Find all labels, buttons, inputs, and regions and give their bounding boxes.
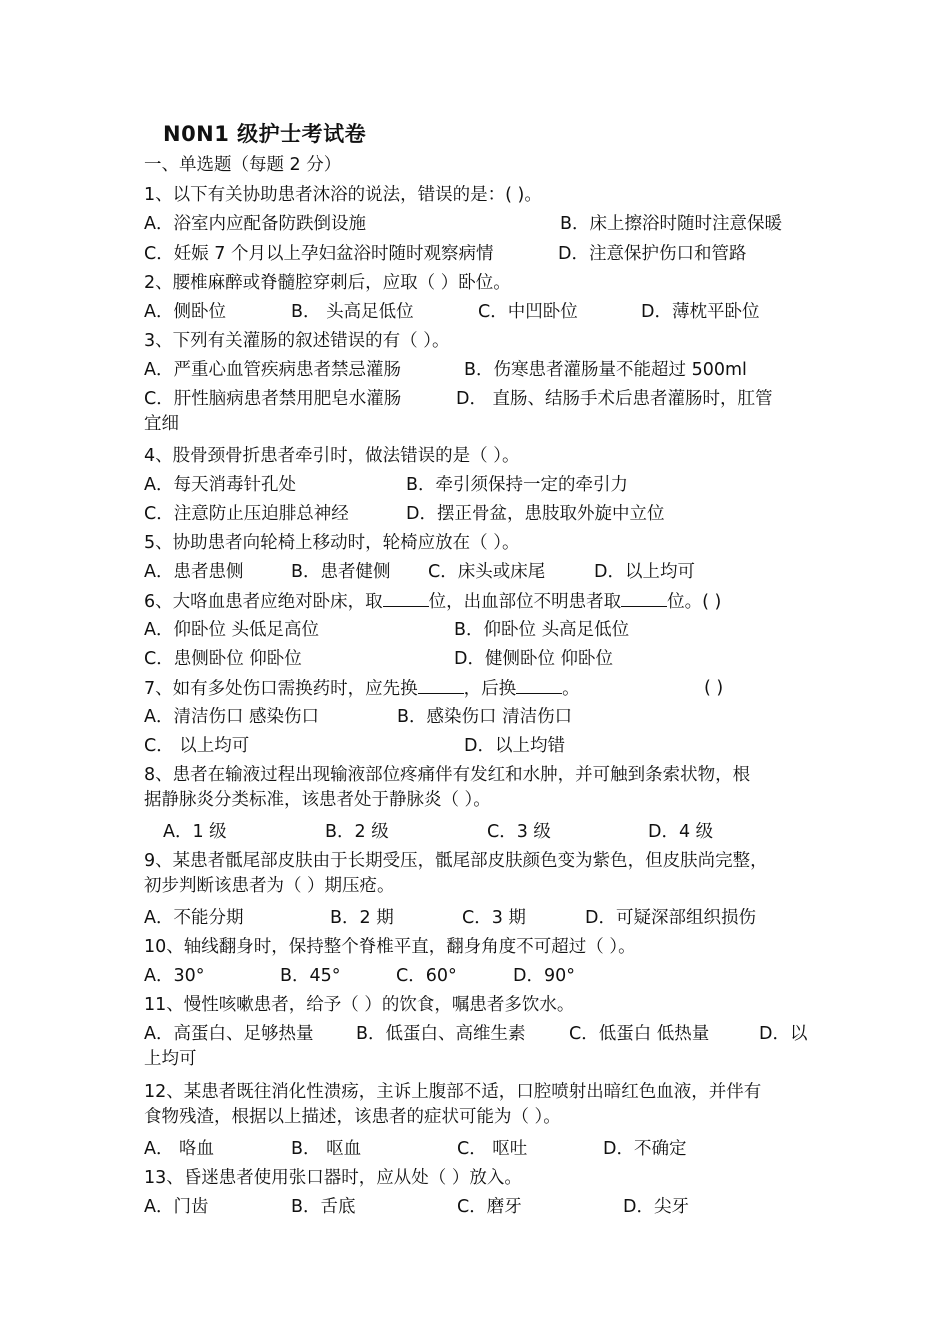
q2-options [144,300,824,324]
q12-option-c: C． 呕吐 [457,1139,528,1159]
q6-option-d: D．健侧卧位 仰卧位 [454,649,614,669]
q7-stem [144,676,824,700]
q5-stem: 5、协助患者向轮椅上移动时，轮椅应放在（ ）。 [144,533,520,553]
q10-options [144,964,824,988]
q3-stem: 3、下列有关灌肠的叙述错误的有（ ）。 [144,331,450,351]
q12-option-d: D．不确定 [603,1139,687,1159]
q4-options-row2 [144,502,824,526]
q11-option-d: D．以 [759,1024,808,1044]
q1-options-row2 [144,242,824,266]
q9-stem-line2: 初步判断该患者为（ ）期压疮。 [144,876,395,896]
q7-stem-part1: 7、如有多处伤口需换药时，应先换 [144,679,418,699]
q7-options-row1 [144,705,824,729]
q1-option-b: B．床上擦浴时随时注意保暖 [560,214,783,234]
q6-stem [144,589,721,614]
q3-option-d-continued: 宜细 [144,414,179,434]
q10-option-b: B．45° [280,966,341,986]
q4-options-row1 [144,473,824,497]
q11-options [144,1022,824,1046]
q3-option-b: B．伤寒患者灌肠量不能超过 500ml [464,360,747,380]
q2-option-d: D．薄枕平卧位 [641,302,760,322]
q10-stem: 10、轴线翻身时，保持整个脊椎平直，翻身角度不可超过（ ）。 [144,937,636,957]
q7-blank-2 [516,676,562,694]
q12-options [144,1137,824,1161]
q1-option-c: C．妊娠 7 个月以上孕妇盆浴时随时观察病情 [144,244,494,264]
q8-option-b: B．2 级 [325,822,389,842]
q7-blank-1 [418,676,464,694]
section-heading: 一、单选题（每题 2 分） [144,155,342,175]
q10-option-d: D．90° [513,966,575,986]
q7-option-b: B．感染伤口 清洁伤口 [397,707,573,727]
q13-stem: 13、昏迷患者使用张口器时，应从处（ ）放入。 [144,1168,522,1188]
q6-option-b: B．仰卧位 头高足低位 [454,620,630,640]
q3-options-row2 [144,387,824,411]
q10-option-c: C．60° [396,966,457,986]
q9-option-d: D．可疑深部组织损伤 [585,908,756,928]
q9-option-c: C．3 期 [462,908,526,928]
q3-option-d: D． 直肠、结肠手术后患者灌肠时，肛管 [456,389,773,409]
q6-blank-1 [383,589,429,607]
q9-stem-line1: 9、某患者骶尾部皮肤由于长期受压，骶尾部皮肤颜色变为紫色，但皮肤尚完整， [144,851,768,871]
q4-option-d: D．摆正骨盆，患肢取外旋中立位 [406,504,665,524]
q11-option-a: A．高蛋白、足够热量 [144,1024,314,1044]
q6-options-row2 [144,647,824,671]
q1-stem: 1、以下有关协助患者沐浴的说法，错误的是：( )。 [144,185,542,205]
q4-stem: 4、股骨颈骨折患者牵引时，做法错误的是（ ）。 [144,446,520,466]
q8-option-d: D．4 级 [648,822,714,842]
q4-option-c: C．注意防止压迫腓总神经 [144,504,349,524]
q7-option-c: C． 以上均可 [144,736,250,756]
q11-option-c: C．低蛋白 低热量 [569,1024,710,1044]
q7-options-row2 [144,734,824,758]
q4-option-a: A．每天消毒针孔处 [144,475,296,495]
q1-option-a: A．浴室内应配备防跌倒设施 [144,214,366,234]
q13-option-d: D．尖牙 [623,1197,689,1217]
q6-option-c: C．患侧卧位 仰卧位 [144,649,302,669]
q8-option-c: C．3 级 [487,822,551,842]
q7-stem-part3: 。 [562,679,580,699]
q3-option-a: A．严重心血管疾病患者禁忌灌肠 [144,360,401,380]
q7-option-d: D．以上均错 [464,736,565,756]
q5-option-a: A．患者患侧 [144,562,244,582]
q6-options-row1 [144,618,824,642]
q4-option-b: B．牵引须保持一定的牵引力 [406,475,629,495]
q11-option-d-continued: 上均可 [144,1049,197,1069]
q2-option-c: C．中凹卧位 [478,302,578,322]
q9-option-b: B．2 期 [330,908,394,928]
q6-option-a: A．仰卧位 头低足高位 [144,620,320,640]
q2-option-a: A．侧卧位 [144,302,226,322]
q10-option-a: A．30° [144,966,205,986]
q1-options-row1 [144,212,824,236]
q9-option-a: A．不能分期 [144,908,244,928]
q13-option-a: A．门齿 [144,1197,209,1217]
q12-option-a: A． 咯血 [144,1139,215,1159]
q12-stem-line1: 12、某患者既往消化性溃疡，主诉上腹部不适，口腔喷射出暗红色血液，并伴有 [144,1082,762,1102]
q12-stem-line2: 食物残渣，根据以上描述，该患者的症状可能为（ ）。 [144,1107,561,1127]
q11-option-b: B．低蛋白、高维生素 [356,1024,526,1044]
q8-options [144,820,824,844]
q8-stem-line2: 据静脉炎分类标准，该患者处于静脉炎（ ）。 [144,790,491,810]
q6-blank-2 [621,589,667,607]
q5-option-c: C．床头或床尾 [428,562,546,582]
q2-stem: 2、腰椎麻醉或脊髓腔穿刺后，应取（ ）卧位。 [144,273,511,293]
q2-option-b: B． 头高足低位 [291,302,414,322]
q11-stem: 11、慢性咳嗽患者，给予（ ）的饮食，嘱患者多饮水。 [144,995,575,1015]
q8-option-a: A．1 级 [163,822,227,842]
q5-options [144,560,824,584]
q7-option-a: A．清洁伤口 感染伤口 [144,707,320,727]
q9-options [144,906,824,930]
q1-option-d: D．注意保护伤口和管路 [558,244,747,264]
q8-stem-line1: 8、患者在输液过程出现输液部位疼痛伴有发红和水肿，并可触到条索状物，根 [144,765,751,785]
q3-option-c: C．肝性脑病患者禁用肥皂水灌肠 [144,389,402,409]
q13-options [144,1195,824,1219]
q3-options-row1 [144,358,824,382]
q6-stem-part1: 6、大咯血患者应绝对卧床，取 [144,592,383,612]
q5-option-b: B．患者健侧 [291,562,391,582]
q7-stem-part2: ，后换 [463,679,517,699]
q13-option-b: B．舌底 [291,1197,356,1217]
q12-option-b: B． 呕血 [291,1139,362,1159]
q7-answer-paren: ( ) [704,678,724,698]
exam-title: N0N1 级护士考试卷 [163,122,367,146]
q6-stem-part2: 位，出血部位不明患者取 [428,592,622,612]
q5-option-d: D．以上均可 [594,562,695,582]
q13-option-c: C．磨牙 [457,1197,522,1217]
q6-stem-part3: 位。( ) [667,592,722,612]
